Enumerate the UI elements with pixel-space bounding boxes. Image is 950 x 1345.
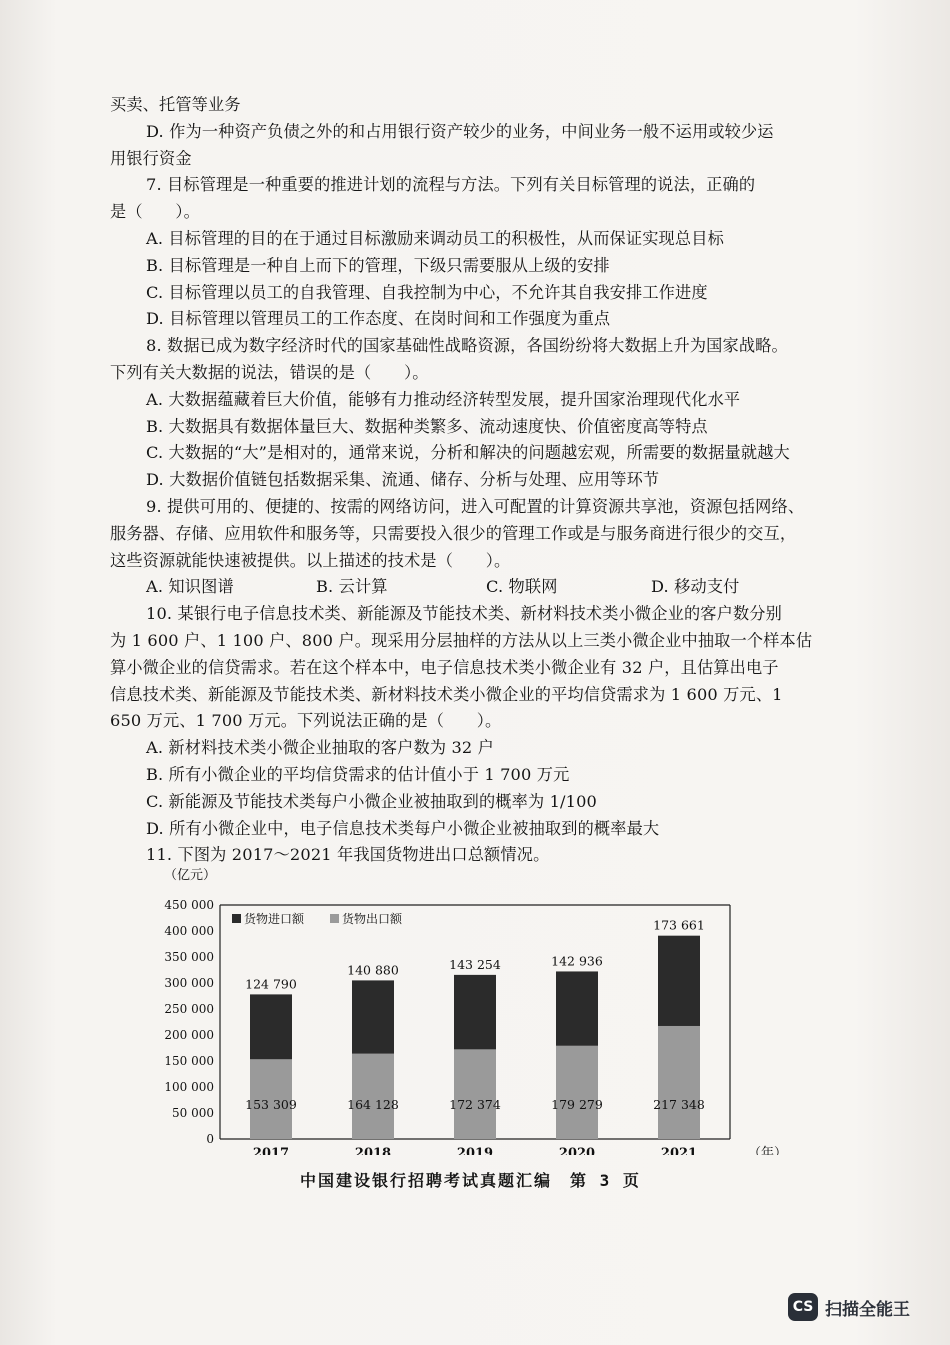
x-tick-label: 2020	[558, 1146, 596, 1155]
import-value-label: 124 790	[245, 976, 297, 992]
bar-chart-svg	[160, 865, 800, 1155]
option: B. 大数据具有数据体量巨大、数据种类繁多、流动速度快、价值密度高等特点	[146, 416, 708, 436]
legend-swatch-import	[232, 914, 241, 923]
option: C. 大数据的“大”是相对的，通常来说，分析和解决的问题越宏观，所需要的数据量就越大	[146, 443, 790, 463]
export-value-label: 153 309	[245, 1097, 297, 1112]
question-9: 9. 提供可用的、便捷的、按需的网络访问，进入可配置的计算资源共享池，资源包括网络、	[146, 496, 805, 516]
y-tick-label: 250 000	[164, 1002, 214, 1016]
bar-import	[250, 994, 292, 1059]
y-tick-label: 350 000	[164, 950, 214, 964]
option: B. 目标管理是一种自上而下的管理，下级只需要服从上级的安排	[146, 255, 610, 275]
text-line: 下列有关大数据的说法，错误的是（ ）。	[110, 362, 429, 382]
option: A. 新材料技术类小微企业抽取的客户数为 32 户	[146, 738, 494, 758]
text-line: 算小微企业的信贷需求。若在这个样本中，电子信息技术类小微企业有 32 户，且估算出电子	[110, 657, 779, 677]
option: D. 大数据价值链包括数据采集、流通、储存、分析与处理、应用等环节	[146, 470, 660, 490]
text-line: 这些资源就能快速被提供。以上描述的技术是（ ）。	[110, 550, 511, 570]
option: B. 所有小微企业的平均信贷需求的估计值小于 1 700 万元	[146, 764, 570, 784]
bar-export	[658, 1026, 700, 1139]
question-7: 7. 目标管理是一种重要的推进计划的流程与方法。下列有关目标管理的说法，正确的	[146, 175, 756, 195]
option: D. 移动支付	[651, 577, 740, 597]
text-line: 信息技术类、新能源及节能技术类、新材料技术类小微企业的平均信贷需求为 1 600 万元、1	[110, 684, 783, 704]
text-line: 买卖、托管等业务	[110, 95, 241, 114]
option: C. 物联网	[486, 577, 558, 597]
trade-chart	[160, 865, 800, 1155]
export-value-label: 172 374	[449, 1097, 501, 1112]
import-value-label: 142 936	[551, 953, 603, 969]
text-line: 650 万元、1 700 万元。下列说法正确的是（ ）。	[110, 711, 502, 731]
question-8: 8. 数据已成为数字经济时代的国家基础性战略资源，各国纷纷将大数据上升为国家战略。	[146, 336, 788, 356]
page-footer: 中国建设银行招聘考试真题汇编 第 3 页	[300, 1171, 641, 1190]
x-axis-label: （年）	[748, 1146, 788, 1155]
y-tick-label: 300 000	[164, 976, 214, 990]
y-tick-label: 100 000	[164, 1080, 214, 1094]
y-tick-label: 50 000	[172, 1106, 214, 1120]
bar-import	[556, 971, 598, 1045]
legend-swatch-export	[330, 914, 339, 923]
y-tick-label: 400 000	[164, 924, 214, 938]
text-line: 为 1 600 户、1 100 户、800 户。现采用分层抽样的方法从以上三类小微企业中抽取一个样本估	[110, 630, 813, 650]
x-tick-label: 2019	[456, 1146, 494, 1155]
y-axis-label: （亿元）	[164, 868, 217, 883]
question-text	[110, 92, 840, 869]
option: B. 云计算	[316, 577, 388, 597]
question-11: 11. 下图为 2017～2021 年我国货物进出口总额情况。	[146, 845, 550, 865]
import-value-label: 173 661	[653, 917, 705, 933]
bar-export	[556, 1046, 598, 1139]
camscanner-logo-icon: CS	[788, 1293, 818, 1321]
text-line: 用银行资金	[110, 148, 192, 168]
option: C. 新能源及节能技术类每户小微企业被抽取到的概率为 1/100	[146, 791, 598, 811]
x-tick-label: 2017	[252, 1146, 290, 1155]
watermark-text: 扫描全能王	[825, 1299, 910, 1320]
x-tick-label: 2021	[660, 1146, 698, 1155]
option: A. 知识图谱	[146, 577, 234, 597]
x-tick-label: 2018	[354, 1146, 392, 1155]
option: A. 目标管理的目的在于通过目标激励来调动员工的积极性，从而保证实现总目标	[146, 228, 724, 248]
export-value-label: 217 348	[653, 1097, 705, 1112]
scanner-watermark	[788, 1293, 910, 1321]
y-tick-label: 450 000	[164, 898, 214, 912]
y-tick-label: 150 000	[164, 1054, 214, 1068]
import-value-label: 140 880	[347, 962, 399, 978]
export-value-label: 164 128	[347, 1097, 399, 1112]
legend-label-export: 货物出口额	[342, 912, 403, 926]
text-line: D. 作为一种资产负债之外的和占用银行资产较少的业务，中间业务一般不运用或较少运	[146, 121, 774, 141]
option: D. 目标管理以管理员工的工作态度、在岗时间和工作强度为重点	[146, 309, 611, 329]
option: D. 所有小微企业中，电子信息技术类每户小微企业被抽取到的概率最大	[146, 818, 660, 838]
question-10: 10. 某银行电子信息技术类、新能源及节能技术类、新材料技术类小微企业的客户数分别	[146, 604, 782, 624]
bar-import	[352, 980, 394, 1053]
y-tick-label: 0	[206, 1132, 214, 1146]
option: C. 目标管理以员工的自我管理、自我控制为中心，不允许其自我安排工作进度	[146, 282, 708, 302]
q9-options	[110, 574, 840, 601]
text-line: 服务器、存储、应用软件和服务等，只需要投入很少的管理工作或是与服务商进行很少的交互，	[110, 523, 797, 543]
bar-export	[454, 1049, 496, 1139]
export-value-label: 179 279	[551, 1097, 603, 1112]
y-tick-label: 200 000	[164, 1028, 214, 1042]
text-line: 是（ ）。	[110, 202, 200, 222]
legend-label-import: 货物进口额	[244, 912, 305, 926]
bar-import	[454, 975, 496, 1049]
bar-import	[658, 936, 700, 1026]
option: A. 大数据蕴藏着巨大价值，能够有力推动经济转型发展，提升国家治理现代化水平	[146, 389, 741, 409]
import-value-label: 143 254	[449, 956, 501, 972]
